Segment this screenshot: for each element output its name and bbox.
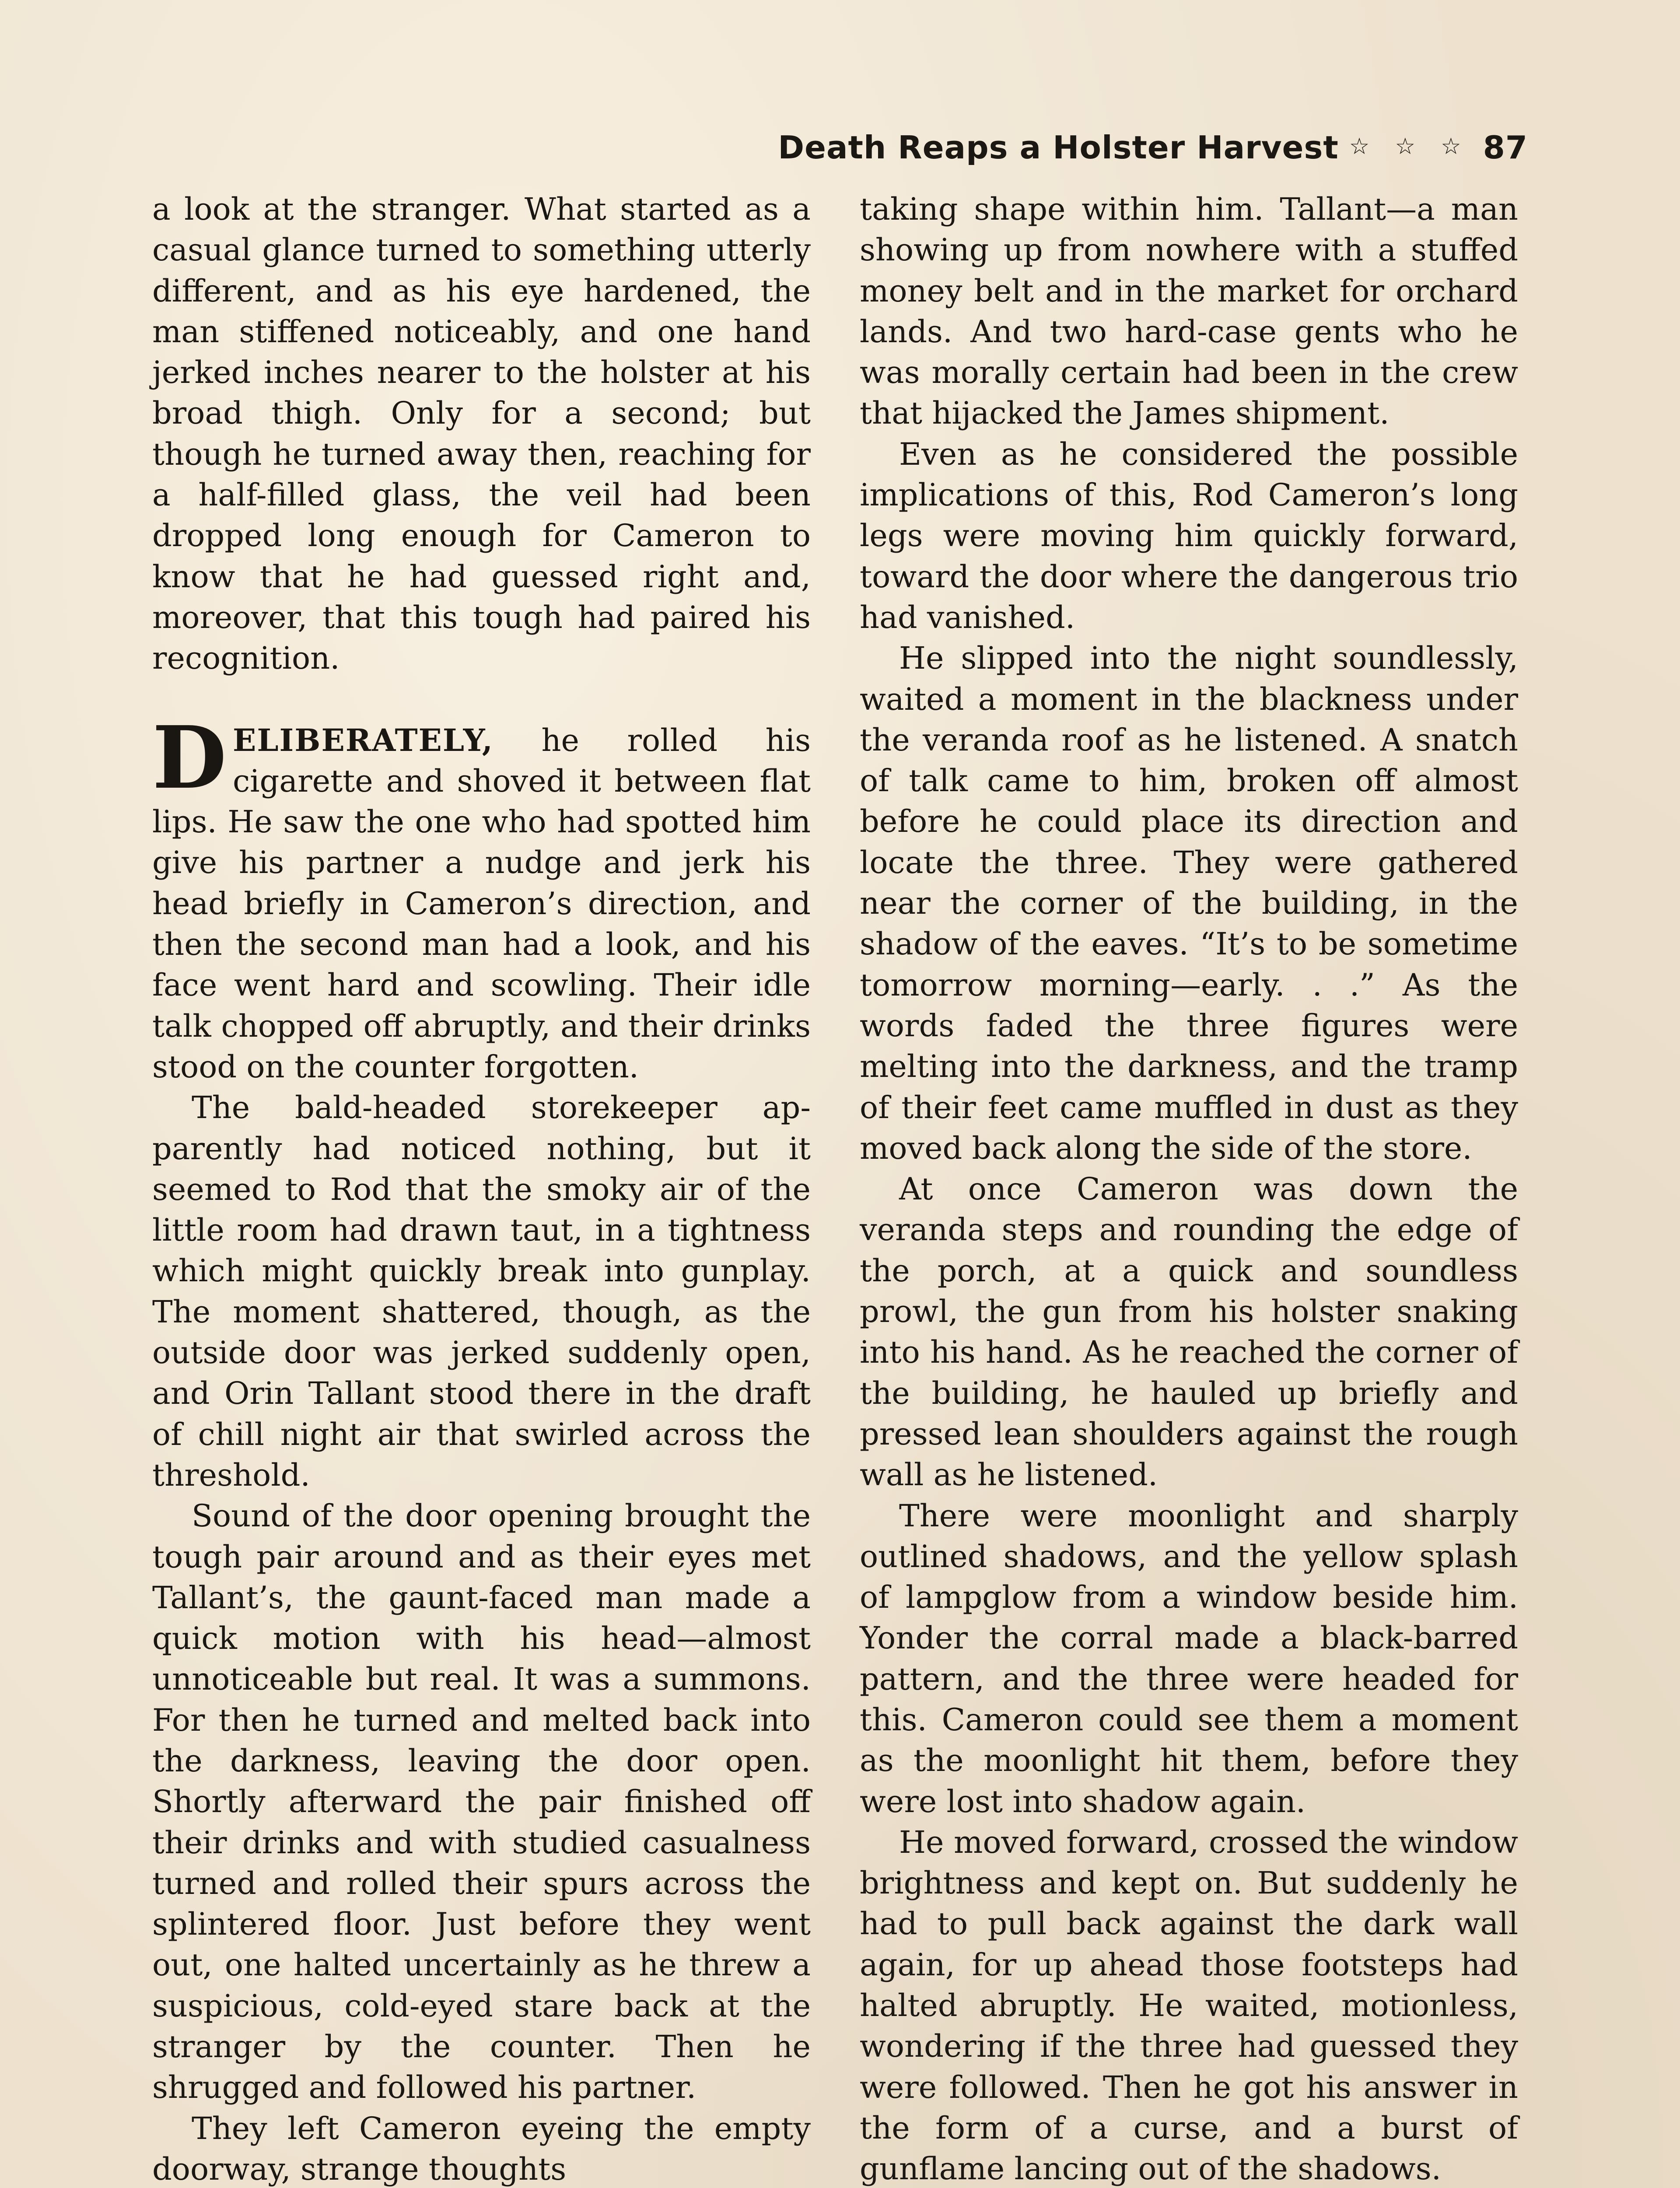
running-title: Death Reaps a Holster Harvest [778,129,1339,166]
star-ornaments: ☆ ☆ ☆ [1349,133,1470,160]
paragraph-dropcap [152,707,811,1088]
left-column [152,189,811,2188]
paragraph: There were moonlight and sharply outlined shadows, and the yellow splash of lampglow from a window beside him. Yonder the corral made a black-barred pattern, and the three were headed for this. Cameron could see them a moment as the moonlight hit them, before they were lost into shadow again. [860,1497,1518,1820]
running-head [778,129,1528,166]
paragraph: Even as he considered the possible implications of this, Rod Cameron’s long legs were moving him quickly forward, toward the door where the dangerous trio had vanished. [860,436,1518,635]
page-number: 87 [1483,129,1528,166]
paragraph: He moved forward, crossed the window brightness and kept on. But suddenly he had to pull back against the dark wall again, for up ahead those footsteps had halted abruptly. He waited, motionless, wondering if the three had guessed they were followed. Then he got his answer in the form of a curse, and a burst of gunflame lancing out of the shadows. [860,1824,1518,2187]
paragraph: They left Cameron eyeing the empty doorway, strange thoughts [152,2110,811,2187]
paragraph: a look at the stranger. What started as a casual glance turned to something utterly different, and as his eye hardened, the man stiffened noticeably, and one hand jerked inches nearer to the holster at his broad thigh. Only for a second; but though he turned away then, reaching for a half-filled glass, the veil had been dropped long enough for Cameron to know that he had guessed right and, moreover, that this tough had paired his recognition. [152,191,811,677]
paragraph: taking shape within him. Tallant—a man showing up from nowhere with a stuffed money belt and in the market for orchard lands. And two hard-case gents who he was morally certain had been in the crew that hijacked the James shipment. [860,191,1518,431]
lead-in-caps: ELIBERATELY, [232,722,494,758]
paragraph: Sound of the door opening brought the tough pair around and as their eyes met Tallant’s, the gaunt-faced man made a quick motion with his head—almost unnoticeable but real. It was a summons. For then he turned and melted back into the darkness, leaving the door open. Shortly afterward the pair finished off their drinks and with studied casualness turned and rolled their spurs across the splintered floor. Just before they went out, one halted uncertainly as he threw a suspicious, cold-eyed stare back at the stranger by the counter. Then he shrugged and followed his partner. [152,1498,811,2106]
paragraph: At once Cameron was down the veranda steps and rounding the edge of the porch, at a quick and soundless prowl, the gun from his holster snaking into his hand. As he reached the corner of the building, he hauled up briefly and pressed lean shoulders against the rough wall as he listened. [860,1171,1518,1493]
paragraph: He slipped into the night soundlessly, waited a moment in the blackness under the veranda roof as he listened. A snatch of talk came to him, broken off almost before he could place its direction and locate the three. They were gathered near the corner of the building, in the shadow of the eaves. “It’s to be sometime tomorrow morning—early. . .” As the words faded the three figures were melting into the darkness, and the tramp of their feet came muffled in dust as they moved back along the side of the store. [860,640,1518,1166]
right-column [860,189,1518,2188]
paragraph: The bald-headed storekeeper apparently had noticed nothing, but it seemed to Rod that the smoky air of the little room had drawn taut, in a tightness which might quickly break into gunplay. The moment shattered, though, as the outside door was jerked suddenly open, and Orin Tallant stood there in the draft of chill night air that swirled across the threshold. [152,1090,811,1493]
drop-cap: D [152,707,227,808]
paragraph-text: he rolled his cigarette and shoved it between flat lips. He saw the one who had spotted him give his partner a nudge and jerk his head briefly in Cameron’s direction, and then the second man had a look, and his face went hard and scowling. Their idle talk chopped off abruptly, and their drinks stood on the counter forgotten. [152,722,811,1085]
